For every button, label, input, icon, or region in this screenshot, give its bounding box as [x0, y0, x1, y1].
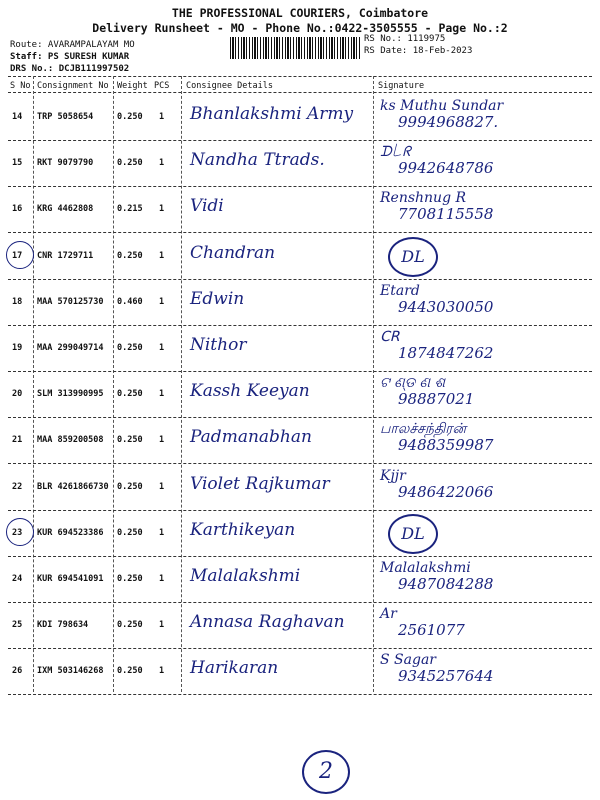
table-row: [0, 235, 600, 281]
column-header-signature: Signature: [378, 81, 425, 91]
runsheet-subtitle: Delivery Runsheet - MO - Phone No.:0422-3505555 - Page No.:2: [92, 21, 508, 35]
signature-block: [380, 329, 493, 361]
consignment-number: SLM 313990995: [37, 389, 104, 400]
table-row: [0, 373, 600, 419]
pieces-value: 1: [159, 620, 165, 631]
signature-text: Kjjr: [380, 467, 406, 484]
signature-text: ଟ ଣ୍ଡ ଣ ଶ: [380, 375, 446, 392]
weight-value: 0.250: [117, 527, 143, 538]
consignment-number: MAA 859200508: [37, 435, 104, 446]
signature-block: [380, 98, 503, 130]
pieces-value: 1: [159, 435, 165, 446]
table-row: [0, 281, 600, 327]
signature-block: [380, 606, 465, 638]
signature-phone: 1874847262: [398, 344, 494, 362]
pieces-value: 1: [159, 574, 165, 584]
table-row: [0, 188, 600, 234]
pieces-value: 1: [159, 527, 165, 538]
serial-number: 25: [12, 620, 23, 631]
weight-value: 0.250: [117, 250, 143, 261]
weight-value: 0.250: [117, 574, 143, 584]
weight-value: 0.250: [117, 666, 143, 677]
weight-value: 0.250: [117, 158, 143, 169]
signature-block: [380, 144, 493, 176]
table-row: [0, 512, 600, 558]
serial-number: 20: [12, 389, 23, 400]
page-number-mark: 2: [302, 750, 350, 794]
consignment-number: KRG 4462808: [37, 204, 94, 215]
weight-value: 0.215: [117, 204, 143, 215]
consignee-name: Edwin: [190, 288, 245, 309]
table-row: [0, 142, 600, 188]
table-row: [0, 558, 600, 604]
row-divider: [8, 510, 592, 511]
consignment-number: MAA 299049714: [37, 343, 104, 353]
signature-block: [380, 421, 493, 453]
row-divider: [8, 186, 592, 187]
pieces-value: 1: [159, 481, 165, 492]
row-divider: [8, 371, 592, 372]
pieces-value: 1: [159, 343, 165, 353]
serial-number: 24: [12, 574, 23, 584]
signature-text: Ar: [380, 606, 397, 623]
serial-number: 23: [12, 527, 23, 538]
serial-number: 22: [12, 481, 23, 492]
signature-text: Malalakshmi: [380, 560, 471, 576]
pieces-value: 1: [159, 666, 165, 677]
table-row: [0, 604, 600, 650]
signature-block: [380, 375, 474, 407]
consignee-name: Padmanabhan: [190, 427, 312, 448]
signature-block: [380, 468, 493, 500]
consignment-number: KDI 798634: [37, 620, 89, 631]
weight-value: 0.250: [117, 435, 143, 446]
column-header-sno: S No: [10, 81, 31, 91]
consignee-name: Kassh Keeyan: [190, 381, 310, 402]
weight-value: 0.460: [117, 296, 143, 307]
row-divider: [8, 694, 592, 695]
signature-text: ꓚꓣ: [380, 329, 400, 345]
row-divider: [8, 232, 592, 233]
consignee-name: Chandran: [190, 242, 276, 263]
signature-text: ks Muthu Sundar: [380, 98, 504, 114]
signature-text: Etard: [380, 282, 420, 299]
consignment-number: TRP 5058654: [37, 112, 94, 122]
signature-block: [380, 190, 493, 222]
route-label: Route: AVARAMPALAYAM MO: [10, 40, 135, 50]
consignment-number: RKT 9079790: [37, 158, 94, 169]
serial-number: 19: [12, 343, 23, 353]
signature-phone: 9443030050: [398, 297, 494, 316]
signature-phone: 9345257644: [398, 667, 494, 686]
column-header-consignment: Consignment No: [37, 81, 109, 91]
consignee-name: Malalakshmi: [190, 566, 301, 586]
delivered-stamp: DL: [388, 514, 438, 554]
column-header-pcs: PCS: [154, 81, 170, 91]
header-rule: [8, 92, 592, 93]
signature-block: [380, 652, 493, 684]
serial-number: 16: [12, 204, 23, 215]
weight-value: 0.250: [117, 620, 143, 631]
consignee-name: Vidi: [190, 196, 224, 217]
consignee-name: Annasa Raghavan: [190, 612, 345, 633]
weight-value: 0.250: [117, 343, 143, 353]
table-row: [0, 327, 600, 373]
row-divider: [8, 602, 592, 603]
table-row: [0, 419, 600, 465]
signature-phone: 98887021: [398, 390, 475, 409]
signature-text: பாலச்சந்திரன்: [380, 421, 467, 438]
runsheet-title: THE PROFESSIONAL COURIERS, Coimbatore: [171, 6, 429, 20]
pieces-value: 1: [159, 389, 165, 400]
rs-date: RS Date: 18-Feb-2023: [364, 46, 473, 56]
pieces-value: 1: [159, 112, 165, 122]
serial-number: 21: [12, 435, 23, 446]
signature-phone: 9488359987: [398, 436, 494, 455]
pieces-value: 1: [159, 296, 165, 307]
signature-phone: 2561077: [398, 621, 465, 640]
serial-number: 14: [12, 112, 23, 122]
weight-value: 0.250: [117, 481, 143, 492]
row-divider: [8, 648, 592, 649]
column-header-consignee: Consignee Details: [186, 81, 273, 91]
serial-number: 15: [12, 158, 23, 169]
serial-number: 18: [12, 296, 23, 307]
signature-phone: 9486422066: [398, 482, 494, 501]
consignee-name: Harikaran: [190, 658, 279, 679]
staff-label: Staff: PS SURESH KUMAR: [10, 52, 130, 62]
serial-number: 26: [12, 666, 23, 677]
signature-phone: 9994968827.: [398, 113, 499, 131]
consignment-number: KUR 694523386: [37, 527, 104, 538]
signature-phone: 7708115558: [398, 205, 494, 224]
rs-number: RS No.: 1119975: [364, 34, 446, 44]
delivered-stamp: DL: [388, 237, 438, 277]
table-row: [0, 96, 600, 142]
signature-text: S Sagar: [380, 652, 436, 669]
signature-text: ᗪ꒒ᖇ: [380, 144, 411, 161]
row-divider: [8, 325, 592, 326]
signature-phone: 9487084288: [398, 575, 494, 593]
pieces-value: 1: [159, 250, 165, 261]
consignee-name: Nandha Ttrads.: [190, 150, 325, 171]
weight-value: 0.250: [117, 389, 143, 400]
signature-text: Renshnug R: [380, 190, 467, 207]
drs-number: DRS No.: DCJB111997502: [10, 64, 130, 74]
consignment-number: KUR 694541091: [37, 574, 104, 584]
top-rule: [8, 76, 592, 77]
consignee-name: Karthikeyan: [190, 519, 296, 540]
signature-block: [380, 283, 493, 315]
row-divider: [8, 417, 592, 418]
consignee-name: Bhanlakshmi Army: [190, 104, 354, 124]
row-divider: [8, 463, 592, 464]
table-row: [0, 466, 600, 512]
row-divider: [8, 279, 592, 280]
consignee-name: Violet Rajkumar: [190, 473, 330, 494]
signature-block: [380, 560, 493, 592]
pieces-value: 1: [159, 204, 165, 215]
weight-value: 0.250: [117, 112, 143, 122]
consignment-number: CNR 1729711: [37, 250, 94, 261]
barcode: [230, 37, 360, 59]
serial-number: 17: [12, 250, 23, 261]
row-divider: [8, 140, 592, 141]
table-row: [0, 650, 600, 696]
column-header-weight: Weight: [117, 81, 148, 91]
consignment-number: MAA 570125730: [37, 296, 104, 307]
pieces-value: 1: [159, 158, 165, 169]
signature-phone: 9942648786: [398, 159, 494, 178]
consignee-name: Nithor: [190, 335, 247, 355]
consignment-number: IXM 503146268: [37, 666, 104, 677]
consignment-number: BLR 4261866730: [37, 481, 109, 492]
row-divider: [8, 556, 592, 557]
